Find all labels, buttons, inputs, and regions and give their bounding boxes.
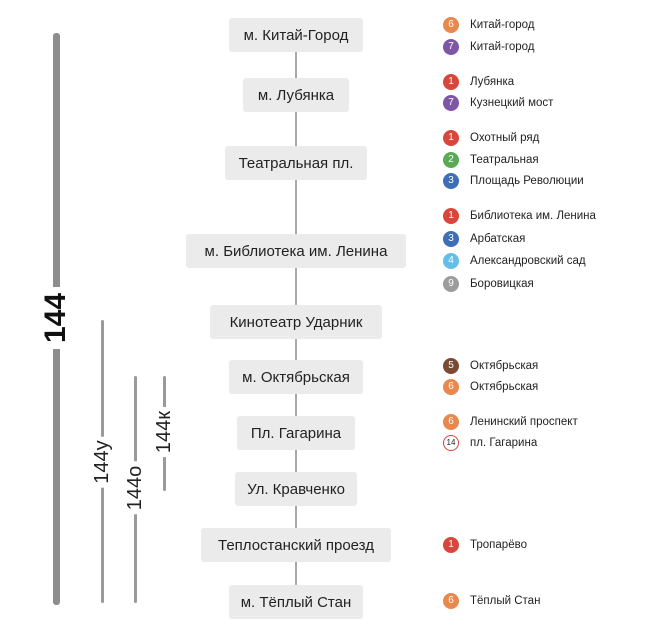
metro-transfer-item (443, 414, 578, 430)
metro-station-name: Площадь Революции (470, 175, 584, 187)
stop-kinoteatr-udarnik: Кинотеатр Ударник (210, 305, 382, 339)
metro-transfer-item (443, 379, 538, 395)
metro-transfer-item (443, 537, 527, 553)
metro-transfer-item (443, 435, 537, 451)
metro-station-name: Тёплый Стан (470, 595, 541, 607)
metro-line-badge-icon: 9 (443, 276, 459, 292)
stop-kitay-gorod: м. Китай-Город (229, 18, 363, 52)
metro-line-badge-icon: 3 (443, 173, 459, 189)
metro-transfer-item (443, 39, 535, 55)
metro-station-name: Тропарёво (470, 539, 527, 551)
metro-station-name: пл. Гагарина (470, 437, 538, 449)
route-144u-label: 144у (92, 436, 112, 487)
stop-lubyanka: м. Лубянка (243, 78, 349, 112)
metro-line-badge-icon: 6 (443, 379, 459, 395)
metro-line-badge-icon: 3 (443, 231, 459, 247)
metro-transfer-item (443, 74, 514, 90)
metro-transfer-item (443, 208, 596, 224)
metro-line-badge-icon: 6 (443, 17, 459, 33)
metro-station-name: Театральная (470, 154, 539, 166)
stop-tyoply-stan: м. Тёплый Стан (229, 585, 363, 619)
metro-station-name: Библиотека им. Ленина (470, 210, 596, 222)
metro-transfer-item (443, 593, 540, 609)
stop-biblioteka-lenina: м. Библиотека им. Ленина (186, 234, 406, 268)
metro-transfer-item (443, 276, 534, 292)
metro-line-badge-icon: 14 (443, 435, 459, 451)
metro-line-badge-icon: 1 (443, 537, 459, 553)
stop-teatralnaya: Театральная пл. (225, 146, 367, 180)
metro-line-badge-icon: 6 (443, 414, 459, 430)
metro-station-name: Лубянка (470, 76, 515, 88)
route-144k-label: 144к (154, 407, 174, 457)
metro-station-name: Кузнецкий мост (470, 97, 554, 109)
metro-line-badge-icon: 2 (443, 152, 459, 168)
metro-line-badge-icon: 1 (443, 130, 459, 146)
metro-line-badge-icon: 1 (443, 208, 459, 224)
metro-station-name: Арбатская (470, 233, 526, 245)
metro-station-name: Октябрьская (470, 381, 539, 393)
metro-transfer-item (443, 17, 535, 33)
metro-transfer-item (443, 152, 539, 168)
route-144-label: 144 (39, 287, 73, 349)
route-144o-label: 144о (125, 462, 145, 515)
metro-station-name: Александровский сад (470, 255, 586, 267)
stop-ul-kravchenko: Ул. Кравченко (235, 472, 357, 506)
metro-transfer-item (443, 231, 525, 247)
metro-transfer-item (443, 95, 553, 111)
metro-line-badge-icon: 4 (443, 253, 459, 269)
metro-line-badge-icon: 5 (443, 358, 459, 374)
metro-station-name: Китай-город (470, 19, 535, 31)
metro-line-badge-icon: 7 (443, 95, 459, 111)
stop-teplostansky-proezd: Теплостанский проезд (201, 528, 391, 562)
stop-oktyabrskaya: м. Октябрьская (229, 360, 363, 394)
metro-transfer-item (443, 130, 539, 146)
metro-transfer-item (443, 358, 538, 374)
stop-pl-gagarina: Пл. Гагарина (237, 416, 355, 450)
metro-line-badge-icon: 7 (443, 39, 459, 55)
metro-station-name: Китай-город (470, 41, 535, 53)
metro-transfer-item (443, 253, 586, 269)
metro-station-name: Октябрьская (470, 360, 539, 372)
metro-line-badge-icon: 1 (443, 74, 459, 90)
metro-line-badge-icon: 6 (443, 593, 459, 609)
metro-station-name: Охотный ряд (470, 132, 540, 144)
metro-transfer-item (443, 173, 584, 189)
metro-station-name: Боровицкая (470, 278, 534, 290)
metro-station-name: Ленинский проспект (470, 416, 578, 428)
